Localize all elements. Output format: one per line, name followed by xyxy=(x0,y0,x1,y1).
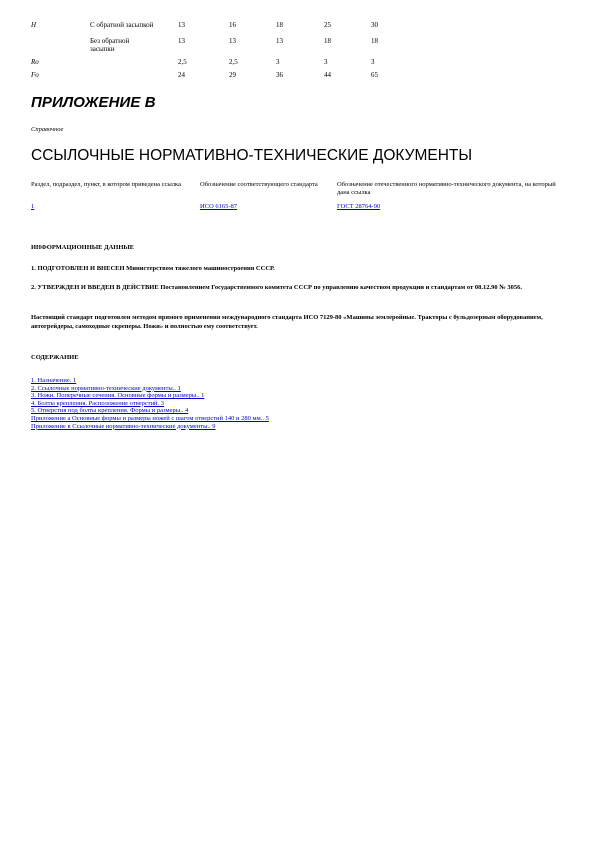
toc-link[interactable]: Приложение в Ссылочные нормативно-технические документы.. 9 xyxy=(31,422,216,430)
table-cell: 44 xyxy=(324,71,331,79)
info-paragraph-2-rest: Постановлением Государственного комитета СССР по управлению качеством продукции и стандартам от 08.12.90 № 3056. xyxy=(158,284,522,291)
table-cell: 3 xyxy=(324,58,328,66)
table-cell: 18 xyxy=(371,37,378,45)
row-symbol-fo: Fo xyxy=(31,71,39,79)
references-header-national: Обозначение отечественного нормативно-технического документа, на который дана ссылка xyxy=(337,181,556,196)
info-paragraph-2 xyxy=(31,283,559,292)
table-cell: 36 xyxy=(276,71,283,79)
info-heading: ИНФОРМАЦИОННЫЕ ДАННЫЕ xyxy=(31,244,135,251)
table-cell: 18 xyxy=(324,37,331,45)
appendix-subtitle: Справочное xyxy=(31,126,64,133)
document-title: ССЫЛОЧНЫЕ НОРМАТИВНО-ТЕХНИЧЕСКИЕ ДОКУМЕНТЫ xyxy=(31,147,473,164)
row-symbol-h: H xyxy=(31,21,37,29)
table-cell: 13 xyxy=(178,21,185,29)
table-cell: 3 xyxy=(276,58,280,66)
appendix-title: ПРИЛОЖЕНИЕ В xyxy=(31,94,156,111)
references-header-standard: Обозначение соответствующего стандарта xyxy=(200,181,318,188)
table-cell: 65 xyxy=(371,71,378,79)
toc-link[interactable]: 1. Назначение. 1 xyxy=(31,377,77,384)
row-desc: С обратной засыпкой xyxy=(90,21,154,29)
reference-standard-link[interactable]: ИСО 6165-87 xyxy=(200,203,238,210)
table-cell: 16 xyxy=(229,21,236,29)
toc-link[interactable]: 4. Болты крепления. Расположение отверстий. 3 xyxy=(31,399,165,407)
reference-national-link[interactable]: ГОСТ 28764-90 xyxy=(337,203,381,210)
row-desc: Без обратной xyxy=(90,37,130,45)
info-paragraph-1: 1. ПОДГОТОВЛЕН И ВНЕСЕН Министерством тяжелого машиностроения СССР. xyxy=(31,265,275,272)
table-cell: 13 xyxy=(178,37,185,45)
table-cell: 29 xyxy=(229,71,236,79)
toc-link[interactable]: Приложение а Основные формы и размеры ножей с шагом отверстий 140 и 280 мм.. 5 xyxy=(31,414,269,422)
toc-link[interactable]: 5. Отверстия под болты крепления. Формы и размеры.. 4 xyxy=(31,407,189,415)
toc-heading: СОДЕРЖАНИЕ xyxy=(31,354,79,361)
info-paragraph-3: Настоящий стандарт подготовлен методом прямого применения международного стандарта ИСО 7129-80 «Машины землеройные. Тракторы с бульдозерным оборудованием, автогрейдеры, самоходные скреперы. Ножи» и полностью ему соответствует. xyxy=(31,314,543,330)
table-cell: 25 xyxy=(324,21,331,29)
table-cell: 24 xyxy=(178,71,185,79)
table-cell: 30 xyxy=(371,21,378,29)
info-paragraph-2-lead: 2. УТВЕРЖДЕН И ВВЕДЕН В ДЕЙСТВИЕ xyxy=(31,284,159,291)
row-symbol-ro: Ro xyxy=(31,58,39,66)
table-cell: 13 xyxy=(229,37,236,45)
references-header-section: Раздел, подраздел, пункт, в котором приведена ссылка xyxy=(31,181,181,188)
row-desc: засыпки xyxy=(90,45,115,53)
table-cell: 2,5 xyxy=(229,58,238,66)
table-cell: 18 xyxy=(276,21,283,29)
toc-link[interactable]: 2. Ссылочные нормативно-технические документы.. 1 xyxy=(31,384,181,392)
table-cell: 13 xyxy=(276,37,283,45)
table-cell: 3 xyxy=(371,58,375,66)
table-cell: 2,5 xyxy=(178,58,187,66)
reference-section-link[interactable]: 1 xyxy=(31,203,35,210)
toc-link[interactable]: 3. Ножи. Поперечные сечения. Основные формы и размеры.. 1 xyxy=(31,392,205,400)
toc-list xyxy=(31,377,431,430)
